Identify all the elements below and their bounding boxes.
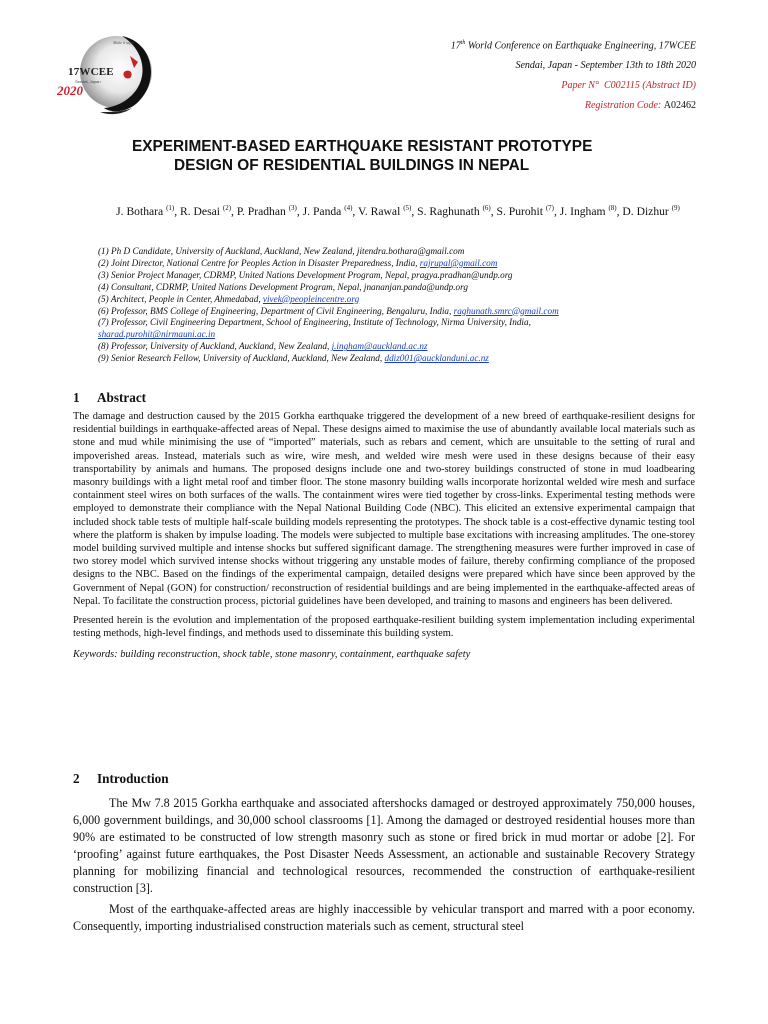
registration-code	[451, 96, 696, 116]
affiliation-item	[98, 317, 718, 329]
author-affiliation-mark: (8)	[608, 204, 617, 212]
paper-title	[70, 137, 750, 175]
conference-line1	[451, 33, 696, 56]
author-name: V. Rawal	[358, 204, 401, 218]
introduction-heading	[73, 771, 169, 787]
affiliation-text: (2) Joint Director, National Centre for Peoples Action in Disaster Preparedness, India,	[98, 257, 420, 268]
introduction-body	[73, 795, 695, 940]
logo-location: Sendai, Japan	[75, 79, 101, 84]
author-list	[110, 199, 686, 221]
affiliation-text: (3) Senior Project Manager, CDRMP, United Nations Development Program, Nepal, pragya.pradhan@undp.org	[98, 269, 513, 280]
affiliation-item	[98, 294, 718, 306]
author-affiliation-mark: (3)	[288, 204, 297, 212]
affiliation-email-link[interactable]: rajrupal@gmail.com	[419, 257, 498, 268]
author-separator: ,	[554, 204, 560, 218]
conference-line2: Sendai, Japan - September 13th to 18th 2020	[515, 60, 696, 72]
author-name: P. Pradhan	[236, 204, 286, 218]
author-affiliation-mark: (1)	[166, 204, 175, 212]
conference-header	[451, 33, 696, 116]
reg-label: Registration Code:	[584, 100, 664, 112]
author-separator: ,	[231, 204, 237, 218]
intro-title: Introduction	[97, 771, 169, 786]
logo-wordmark: 17WCEE	[68, 66, 114, 78]
affiliation-text: (5) Architect, People in Center, Ahmedabad,	[98, 293, 263, 304]
affiliation-email-link[interactable]: j.ingham@auckland.ac.nz	[331, 341, 428, 352]
author-name: J. Panda	[302, 204, 342, 218]
affiliation-item	[98, 270, 718, 282]
abstract-number: 1	[73, 390, 80, 405]
intro-paragraph-1: The Mw 7.8 2015 Gorkha earthquake and associated aftershocks damaged or destroyed approximately 750,000 houses, 6,000 government buildings, and 30,000 school classrooms [1]. Among the damaged or destroyed residential houses more than 90% are estimated to be constructed of low strength masonry such as stone or fired brick in mud mortar or adobe [2]. For ‘proofing’ against future earthquakes, the Post Disaster Needs Assessment, an actionable and sustainable Recovery Strategy planning for mobilizing financial and technological resources, recommended the construction of earthquake-resilient construction [3].	[73, 796, 695, 895]
paper-label: Paper N°	[561, 80, 604, 92]
author-name: J. Ingham	[559, 204, 606, 218]
abstract-paragraph-1: The damage and destruction caused by the 2015 Gorkha earthquake triggered the development of a new breed of earthquake-resilient designs for residential buildings in earthquake-affected areas of Nepal. These designs aimed to maximise the use of abundantly available local materials such as stone and mud while minimising the use of “imported” materials, such as rebars and cement, which are unsuitable to the setting of rural and impoverished areas. Instead, materials such as wire, wire mesh, and welded wire mesh were used in these designs because of their easy transportability by animals and humans. The proposed designs include one and two-storey buildings constructed of stone in mud loadbearing masonry buildings with a light metal roof and timber floor. The stone masonry building walls incorporate horizontal welded wire mesh and surface containment steel wires on both surfaces of the walls. The containment wires were tied together by cross-links. Experimental testing methods were employed to demonstrate their compliance with the Nepal National Building Code (NBC). This elicited an extensive experimental campaign that included shock table tests of multiple half-scale building models representing the prototypes. The shock table is a cost-effective dynamic testing tool where the platform is shaken by impulse loading. The models were subjected to multiple base excitations with increasing amplitudes. The one-storey model building survived multiple and intense shocks but suffered significant damage. The strengthening measures were further improved in case of two storey model which survived intense shocks without triggering any unstable modes of failure, thereby confirming compliance of the proposed designs to the NBC. Based on the findings of the experimental campaign, detailed designs were prepared which have since been approved by the Government of Nepal (GON) for construction/ reconstruction of residential buildings and are being implemented in the earthquake-affected areas of Nepal. To facilitate the construction process, pictorial guidelines have been developed, and training to masons and engineers has been delivered.	[73, 411, 695, 607]
logo-motto: Make it safer	[113, 40, 135, 45]
affiliation-list	[98, 246, 718, 365]
abstract-title: Abstract	[97, 390, 147, 405]
affiliation-item	[98, 329, 718, 341]
conf-name: World Conference on Earthquake Engineering, 17WCEE	[465, 40, 696, 52]
author-name: J. Bothara	[116, 204, 164, 218]
author-name: S. Raghunath	[417, 204, 480, 218]
intro-paragraph-2: Most of the earthquake-affected areas are highly inaccessible by vehicular transport and marred with a poor economy. Consequently, importing industrialised construction materials such as cement, structural steel	[73, 902, 695, 934]
conf-num: 17	[450, 40, 461, 52]
author-affiliation-mark: (6)	[482, 204, 491, 212]
author-separator: ,	[490, 204, 497, 218]
affiliation-email-link[interactable]: vivek@peopleincentre.org	[262, 293, 360, 304]
affiliation-text: (8) Professor, University of Auckland, Auckland, New Zealand,	[98, 341, 332, 352]
affiliation-item	[98, 258, 718, 270]
author-name: D. Dizhur	[622, 204, 669, 218]
author-affiliation-mark: (9)	[671, 204, 680, 212]
conf-sup: th	[460, 40, 466, 46]
author-name: S. Purohit	[496, 204, 543, 218]
abstract-paragraph-2: Presented herein is the evolution and implementation of the proposed earthquake-resilient building system implementation including experimental testing methods, high-level findings, and methods used to disseminate this building system.	[73, 615, 695, 640]
author-separator: ,	[352, 204, 358, 218]
title-line1: EXPERIMENT-BASED EARTHQUAKE RESISTANT PROTOTYPE	[132, 138, 593, 155]
author-affiliation-mark: (2)	[222, 204, 232, 212]
reg-value: A02462	[663, 100, 696, 112]
affiliation-email-link[interactable]: ddiz001@aucklanduni.ac.nz	[384, 353, 489, 364]
author-affiliation-mark: (4)	[344, 204, 353, 212]
affiliation-text: (1) Ph D Candidate, University of Auckland, Auckland, New Zealand, jitendra.bothara@gmail.com	[98, 246, 465, 256]
affiliation-text: (6) Professor, BMS College of Engineering, Department of Civil Engineering, Bengaluru, India,	[98, 305, 454, 316]
affiliation-email-link[interactable]: raghunath.smrc@gmail.com	[453, 305, 559, 316]
author-separator: ,	[616, 204, 623, 218]
abstract-body	[73, 410, 695, 668]
affiliation-text: (4) Consultant, CDRMP, United Nations Development Program, Nepal, jnananjan.panda@undp.org	[98, 281, 468, 292]
affiliation-text: (7) Professor, Civil Engineering Department, School of Engineering, Institute of Technology, Nirma University, India,	[98, 317, 531, 328]
author-affiliation-mark: (7)	[545, 204, 554, 212]
affiliation-item	[98, 353, 718, 365]
logo-year: 2020	[57, 83, 83, 98]
author-separator: ,	[296, 204, 303, 218]
paper-value: C002115 (Abstract ID)	[603, 80, 696, 92]
abstract-heading	[73, 390, 146, 406]
affiliation-item	[98, 282, 718, 294]
intro-number: 2	[73, 771, 80, 786]
author-separator: ,	[411, 204, 418, 218]
author-name: R. Desai	[180, 204, 220, 218]
affiliation-email-link[interactable]: sharad.purohit@nirmauni.ac.in	[98, 329, 216, 340]
affiliation-text: (9) Senior Research Fellow, University of Auckland, Auckland, New Zealand,	[98, 353, 385, 364]
author-affiliation-mark: (5)	[403, 204, 412, 212]
title-line2: DESIGN OF RESIDENTIAL BUILDINGS IN NEPAL	[174, 157, 530, 174]
affiliation-item	[98, 341, 718, 353]
affiliation-item	[98, 246, 718, 258]
keywords: Keywords: building reconstruction, shock table, stone masonry, containment, earthquake safety	[73, 649, 471, 661]
affiliation-item	[98, 306, 718, 318]
author-separator: ,	[174, 204, 181, 218]
paper-number	[451, 76, 696, 96]
